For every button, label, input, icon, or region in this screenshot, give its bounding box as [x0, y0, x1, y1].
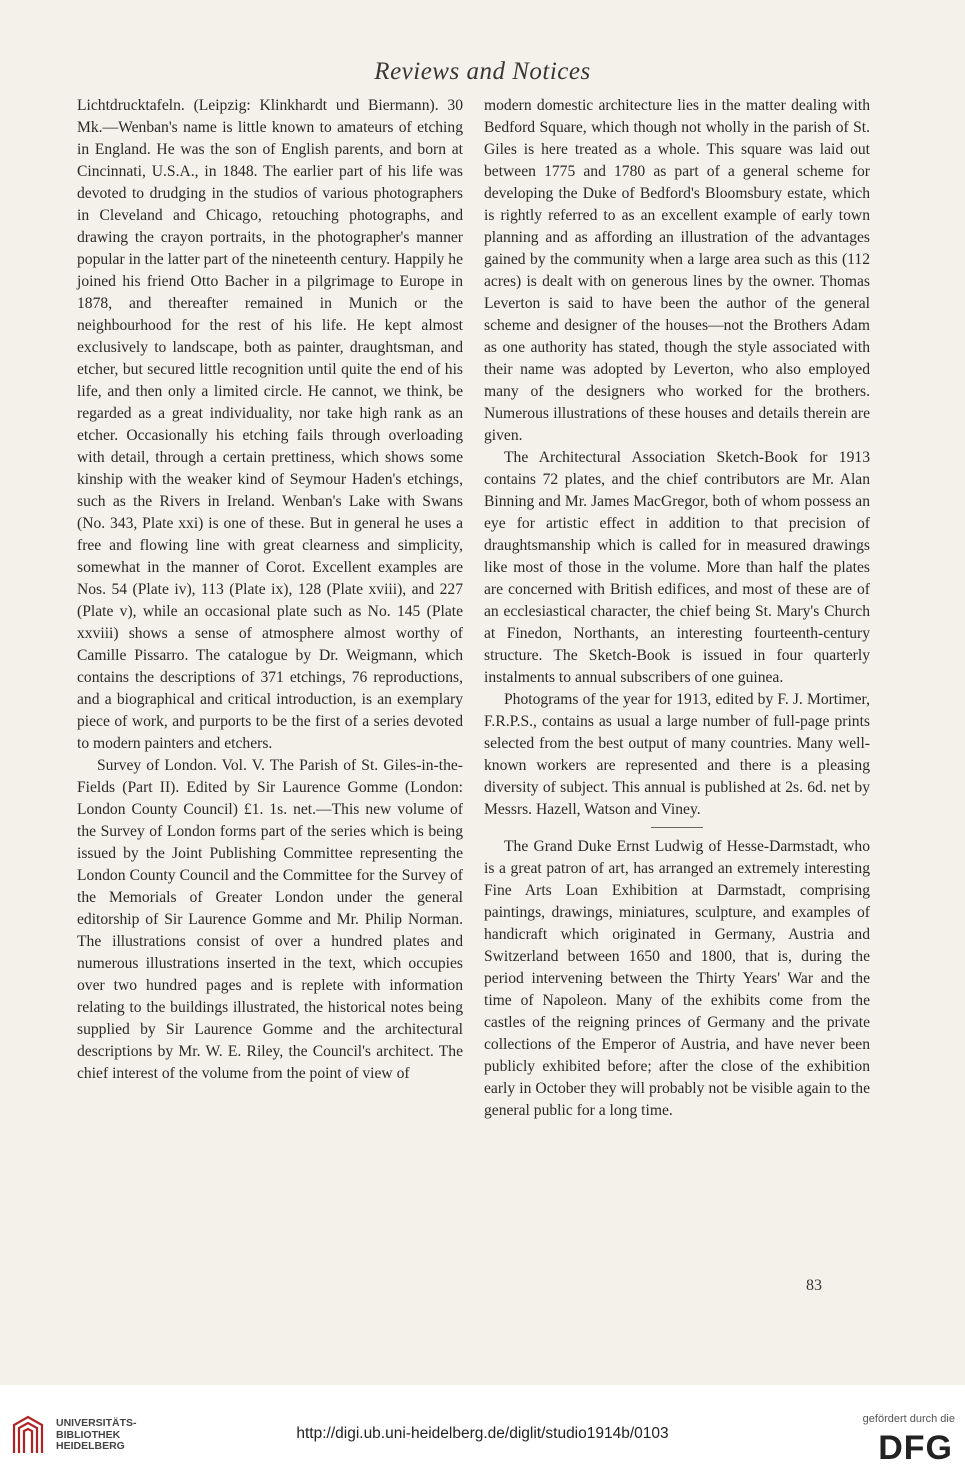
paragraph: Photograms of the year for 1913, edited by F. J. Mortimer, F.R.P.S., contains as usual a large number of full-page prints selected from the best output of many countries. Many well-known workers are represented and there is a pleasing diversity of subject. This annual is published at 2s. 6d. net by Messrs. Hazell, Watson and Viney.: [484, 691, 870, 818]
dfg-logo: DFG: [878, 1429, 953, 1467]
library-name: UNIVERSITÄTS- BIBLIOTHEK HEIDELBERG: [56, 1417, 137, 1452]
digitization-footer: [0, 1385, 965, 1476]
sponsor-label: gefördert durch die: [862, 1413, 955, 1425]
source-url-link[interactable]: http://digi.ub.uni-heidelberg.de/diglit/studio1914b/0103: [296, 1425, 669, 1442]
paragraph: Survey of London. Vol. V. The Parish of St. Giles-in-the-Fields (Part II). Edited by Sir Laurence Gomme (London: London County Council) £1. 1s. net.—This new volume of the Survey of London forms part of the series which is being issued by the Joint Publishing Committee representing the London County Council and the Committee for the Survey of the Memorials of Greater London under the general editorship of Sir Laurence Gomme and Mr. Philip Norman. The illustrations consist of over a hundred plates and numerous illustrations inserted in the text, which occupies over two hundred pages and is replete with information relating to the buildings illustrated, the historical notes being supplied by Sir Laurence Gomme and the architectural descriptions by Mr. W. E. Riley, the Council's architect. The chief interest of the volume from the point of view of: [77, 757, 463, 1082]
right-column: [484, 95, 870, 1122]
running-title: Reviews and Notices: [374, 58, 591, 85]
paragraph: The Architectural Association Sketch-Book for 1913 contains 72 plates, and the chief contributors are Mr. Alan Binning and Mr. James MacGregor, both of whom possess an eye for artistic effect in addition to that precision of draughtsmanship which is called for in measured drawings like most of those in the volume. More than half the plates are concerned with British edifices, and most of these are of an ecclesiastical character, the chief being St. Mary's Church at Finedon, Northants, an interesting fourteenth-century structure. The Sketch-Book is issued in four quarterly instalments to annual subscribers of one guinea.: [484, 449, 870, 686]
page-number: 83: [806, 1277, 822, 1294]
paragraph: Lichtdrucktafeln. (Leipzig: Klinkhardt und Biermann). 30 Mk.—Wenban's name is little known to amateurs of etching in England. He was the son of English parents, and born at Cincinnati, U.S.A., in 1848. The earlier part of his life was devoted to drudging in the studios of various photographers in Cleveland and Chicago, retouching photographs, and drawing the crayon portraits, in the photographer's manner popular in the latter part of the nineteenth century. Happily he joined his friend Otto Bacher in a pilgrimage to Europe in 1878, and thereafter remained in Munich or the neighbourhood for the rest of his life. He kept almost exclusively to landscape, both as painter, draughtsman, and etcher, but secured little recognition until quite the end of his life, and then only a limited circle. He cannot, we think, be regarded as a great individuality, nor take high rank as an etcher. Occasionally his etching fails through overloading with detail, through a certain prettiness, which shows some kinship with the weaker kind of Seymour Haden's etchings, such as the Rivers in Ireland. Wenban's Lake with Swans (No. 343, Plate xxi) is one of these. But in general he uses a free and flowing line with great clearness and simplicity, somewhat in the manner of Corot. Excellent examples are Nos. 54 (Plate iv), 113 (Plate ix), 128 (Plate xviii), and 227 (Plate v), while an occasional plate such as No. 145 (Plate xxviii) shows a sense of atmosphere almost worthy of Camille Pissarro. The catalogue by Dr. Weigmann, which contains the descriptions of 371 etchings, 76 reproductions, and a biographical and critical introduction, is an exemplary piece of work, and purports to be the first of a series devoted to modern painters and etchers.: [77, 97, 463, 752]
paragraph: modern domestic architecture lies in the matter dealing with Bedford Square, which though not wholly in the parish of St. Giles is here treated as a whole. This square was laid out between 1775 and 1780 as part of a general scheme for developing the Duke of Bedford's Bloomsbury estate, which is rightly referred to as an excellent example of early town planning and as affording an illustration of the advantages gained by the community when a large area such as this (112 acres) is dealt with on generous lines by the owner. Thomas Leverton is said to have been the author of the general scheme and designer of the houses—not the Brothers Adam as one authority has stated, though the style associated with their name was adopted by Leverton, who also employed many of the designers who worked for the brothers. Numerous illustrations of these houses and details therein are given.: [484, 97, 870, 444]
section-divider: [651, 827, 703, 828]
left-column: [77, 95, 463, 1085]
paragraph: The Grand Duke Ernst Ludwig of Hesse-Darmstadt, who is a great patron of art, has arranged an extremely interesting Fine Arts Loan Exhibition at Darmstadt, comprising paintings, drawings, miniatures, sculpture, and examples of handicraft which originated in Germany, Austria and Switzerland between 1650 and 1800, that is, during the period intervening between the Thirty Years' War and the time of Napoleon. Many of the exhibits come from the castles of the reigning princes of Germany and the private collections of the Emperor of Austria, and have never been publicly exhibited before; after the close of the exhibition early in October they will probably not be visible again to the general public for a long time.: [484, 838, 870, 1119]
